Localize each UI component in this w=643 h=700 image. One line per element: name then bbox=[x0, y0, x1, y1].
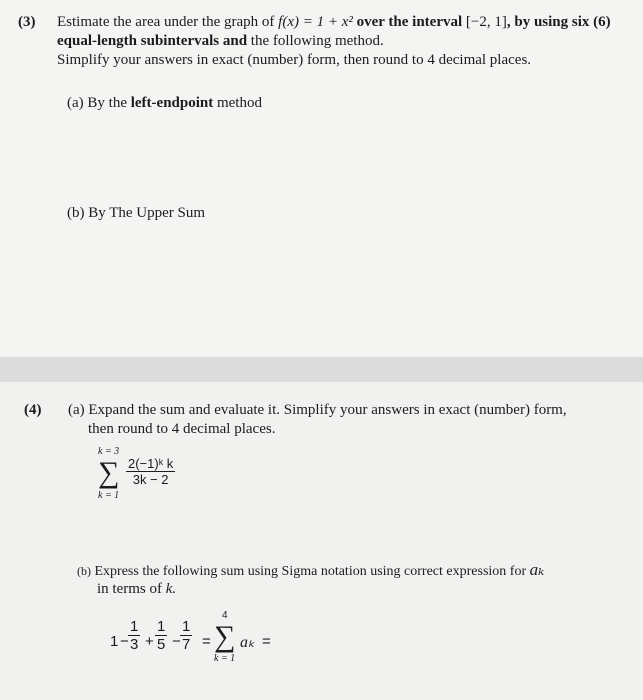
part-b-label: (b) bbox=[77, 564, 91, 578]
fraction-2-denominator: 5 bbox=[157, 636, 166, 653]
fraction-1-numerator: 1 bbox=[130, 618, 139, 635]
section-divider bbox=[0, 357, 643, 382]
problem-3-six-text: , by using six (6) bbox=[506, 14, 611, 30]
fraction-3-denominator: 7 bbox=[182, 636, 191, 653]
expr-sigma-symbol: ∑ bbox=[214, 620, 236, 653]
summation-a bbox=[96, 446, 216, 506]
part-b-terms-text: in terms of bbox=[97, 581, 162, 597]
problem-4-section bbox=[0, 382, 643, 700]
part-a-prefix: (a) By the bbox=[67, 95, 131, 111]
problem-3-line-1 bbox=[57, 14, 611, 31]
function-expression: f(x) = 1 + x² bbox=[278, 14, 353, 30]
problem-3-part-a bbox=[67, 95, 262, 112]
problem-3-part-b: (b) By The Upper Sum bbox=[67, 205, 206, 221]
expr-equals-2: = bbox=[262, 633, 271, 650]
problem-4-part-a-line-2: then round to 4 decimal places. bbox=[88, 421, 276, 437]
fraction-3-numerator: 1 bbox=[182, 618, 191, 635]
expr-minus-1: − bbox=[120, 633, 129, 650]
expr-sigma-upper: 4 bbox=[222, 610, 228, 621]
expr-term: aₖ bbox=[240, 634, 255, 651]
fraction-1-denominator: 3 bbox=[130, 636, 139, 653]
summation-a-numerator: 2(−1)ᵏ k bbox=[128, 456, 174, 471]
problem-4-part-b-line-1 bbox=[77, 560, 544, 580]
summation-a-denominator: 3k − 2 bbox=[126, 471, 175, 487]
expression-b bbox=[110, 610, 310, 682]
summation-a-upper: k = 3 bbox=[98, 446, 120, 457]
expr-minus-2: − bbox=[172, 633, 181, 650]
problem-4-part-a-line-1: (a) Expand the sum and evaluate it. Simplify your answers in exact (number) form, bbox=[68, 402, 567, 418]
problem-3-line-2 bbox=[57, 33, 384, 50]
expr-sigma-lower: k = 1 bbox=[214, 653, 236, 664]
problem-3-number: (3) bbox=[18, 14, 36, 30]
expr-one: 1 bbox=[110, 633, 119, 650]
fraction-one-fifth bbox=[155, 618, 167, 653]
interval-expression: [−2, 1] bbox=[465, 14, 507, 30]
part-b-variable: aₖ bbox=[529, 560, 545, 579]
problem-3-subintervals: equal-length subintervals and bbox=[57, 33, 248, 49]
problem-3-over-text: over the interval bbox=[352, 14, 466, 30]
problem-3-method-text: the following method. bbox=[247, 33, 384, 49]
part-a-suffix: method bbox=[213, 95, 262, 111]
sigma-symbol: ∑ bbox=[98, 456, 120, 489]
summation-a-lower: k = 1 bbox=[98, 490, 120, 501]
fraction-2-numerator: 1 bbox=[157, 618, 166, 635]
expr-plus: + bbox=[145, 633, 154, 650]
problem-4-number: (4) bbox=[24, 402, 42, 418]
part-b-k: k. bbox=[165, 581, 177, 597]
fraction-one-seventh bbox=[180, 618, 192, 653]
problem-3-line-3: Simplify your answers in exact (number) form, then round to 4 decimal places. bbox=[57, 52, 532, 68]
problem-3-intro: Estimate the area under the graph of bbox=[57, 14, 279, 30]
expr-equals-1: = bbox=[202, 633, 211, 650]
problem-4-part-b-line-2 bbox=[97, 581, 176, 598]
part-b-text: Express the following sum using Sigma notation using correct expression for bbox=[94, 564, 527, 579]
part-a-method: left-endpoint bbox=[130, 95, 214, 111]
summation-a-fraction bbox=[126, 456, 175, 487]
fraction-one-third bbox=[128, 618, 140, 653]
